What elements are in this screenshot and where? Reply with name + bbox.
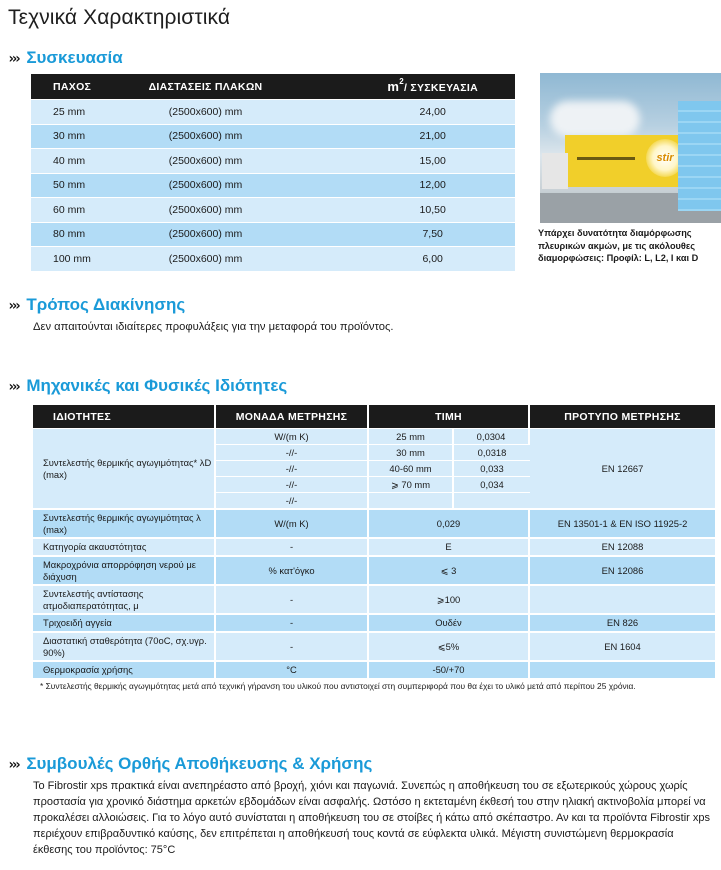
packaging-row [31, 246, 515, 271]
value-cell: 0,029 [369, 508, 530, 537]
dimensions-cell: (2500x600) mm [121, 148, 291, 173]
standard-cell: EN 13501-1 & EN ISO 11925-2 [530, 508, 715, 537]
standard-cell: EN 12086 [530, 555, 715, 584]
unit-cell: W/(m K) [216, 428, 369, 444]
col-standard: ΠΡΟΤΥΠΟ ΜΕΤΡΗΣΗΣ [530, 405, 715, 428]
handling-heading-text: Τρόπος Διακίνησης [26, 295, 186, 314]
properties-heading [8, 376, 287, 396]
value-cell: 0,034 [454, 476, 530, 492]
stir-logo: stir [646, 139, 684, 177]
unit-cell: - [216, 537, 369, 555]
property-row [33, 660, 715, 678]
packaging-heading-text: Συσκευασία [26, 48, 123, 67]
standard-cell: EN 826 [530, 613, 715, 631]
value-cell: Ουδέν [369, 613, 530, 631]
value-cell: ⩾100 [369, 584, 530, 613]
thickness-cell: 25 mm [369, 428, 454, 444]
value-cell: -50/+70 [369, 660, 530, 678]
unit-cell: - [216, 631, 369, 660]
standard-cell [530, 584, 715, 613]
value-cell: E [369, 537, 530, 555]
property-row [33, 613, 715, 631]
property-row [33, 508, 715, 537]
m2-per-pack-cell: 6,00 [290, 246, 515, 271]
col-thickness: ΠΑΧΟΣ [31, 74, 121, 99]
m2-per-pack-cell: 7,50 [290, 222, 515, 247]
m2-per-pack-cell: 21,00 [290, 124, 515, 149]
truck-photo [540, 73, 721, 223]
dimensions-cell: (2500x600) mm [121, 124, 291, 149]
dimensions-cell: (2500x600) mm [121, 99, 291, 124]
col-m2-per-pack [290, 74, 515, 99]
m2-per-pack-cell: 10,50 [290, 197, 515, 222]
property-cell: Μακροχρόνια απορρόφηση νερού με διάχυση [33, 555, 216, 584]
handling-heading [8, 295, 185, 315]
photo-caption: Υπάρχει δυνατότητα διαμόρφωσης πλευρικών ακμών, με τις ακόλουθες διαμορφώσεις: Προφίλ: L, L2, I και D [538, 228, 699, 263]
chevrons-icon: ››› [8, 757, 19, 773]
property-cell: Διαστατική σταθερότητα (70oC, σχ.υγρ. 90%) [33, 631, 216, 660]
col-value: ΤΙΜΗ [369, 405, 530, 428]
property-row [33, 555, 715, 584]
unit-cell: -//- [216, 444, 369, 460]
cloud-shape [550, 101, 640, 137]
unit-cell: % κατ'όγκο [216, 555, 369, 584]
property-cell: Συντελεστής θερμικής αγωγιμότητας λ (max) [33, 508, 216, 537]
m2-per-pack-cell: 15,00 [290, 148, 515, 173]
col-property: ΙΔΙΟΤΗΤΕΣ [33, 405, 216, 428]
packaging-table [31, 74, 515, 271]
property-row [33, 537, 715, 555]
thickness-cell: 30 mm [31, 124, 121, 149]
truck-text-stripe [577, 157, 635, 160]
packaging-row [31, 99, 515, 124]
value-cell: 0,0318 [454, 444, 530, 460]
thickness-cell: 100 mm [31, 246, 121, 271]
truck-cab [542, 153, 568, 189]
thickness-cell: 30 mm [369, 444, 454, 460]
standard-cell: EN 12667 [530, 428, 715, 508]
chevrons-icon: ››› [8, 51, 19, 67]
packaging-table-header [31, 74, 515, 99]
thickness-cell: 50 mm [31, 173, 121, 198]
value-cell: ⩽ 3 [369, 555, 530, 584]
property-cell: Συντελεστής αντίστασης ατμοδιαπερατότητας, μ [33, 584, 216, 613]
dimensions-cell: (2500x600) mm [121, 222, 291, 247]
packaging-heading [8, 48, 123, 68]
unit-cell: °C [216, 660, 369, 678]
value-cell: 0,0304 [454, 428, 530, 444]
property-cell: Κατηγορία ακαυστότητας [33, 537, 216, 555]
m2-per-pack-cell: 24,00 [290, 99, 515, 124]
unit-cell: -//- [216, 476, 369, 492]
thickness-cell: 40-60 mm [369, 460, 454, 476]
standard-cell [530, 660, 715, 678]
chevrons-icon: ››› [8, 298, 19, 314]
value-cell: 0,033 [454, 460, 530, 476]
thickness-cell: 80 mm [31, 222, 121, 247]
footnote: * Συντελεστής θερμικής αγωγιμότητας μετά από τεχνική γήρανση του υλικού που αντιστοιχεί στη συμπεριφορά που θα έχει το υλικό μετά από περίπου 25 χρόνια. [40, 681, 636, 691]
packaging-row [31, 197, 515, 222]
property-row [33, 584, 715, 613]
packaging-row [31, 148, 515, 173]
thickness-cell [369, 492, 454, 508]
packaging-row [31, 222, 515, 247]
property-cell: Τριχοειδή αγγεία [33, 613, 216, 631]
thickness-cell: 40 mm [31, 148, 121, 173]
properties-table-header [33, 405, 715, 428]
unit-cell: - [216, 584, 369, 613]
unit-cell: -//- [216, 492, 369, 508]
property-cell: Θερμοκρασία χρήσης [33, 660, 216, 678]
dimensions-cell: (2500x600) mm [121, 173, 291, 198]
col-dimensions: ΔΙΑΣΤΑΣΕΙΣ ΠΛΑΚΩΝ [121, 74, 291, 99]
value-cell [454, 492, 530, 508]
m2-per-pack-cell: 12,00 [290, 173, 515, 198]
thickness-cell: 25 mm [31, 99, 121, 124]
unit-cell: - [216, 613, 369, 631]
chevrons-icon: ››› [8, 379, 19, 395]
dimensions-cell: (2500x600) mm [121, 197, 291, 222]
m2-unit: m [387, 79, 400, 94]
handling-text: Δεν απαιτούνται ιδιαίτερες προφυλάξεις για την μεταφορά του προϊόντος. [33, 321, 394, 333]
standard-cell: EN 1604 [530, 631, 715, 660]
properties-table [33, 405, 715, 678]
insulation-board-stack [678, 101, 721, 211]
packaging-row [31, 124, 515, 149]
col-unit: ΜΟΝΑΔΑ ΜΕΤΡΗΣΗΣ [216, 405, 369, 428]
page-title: Τεχνικά Χαρακτηριστικά [8, 6, 231, 29]
dimensions-cell: (2500x600) mm [121, 246, 291, 271]
packaging-row [31, 173, 515, 198]
m2-superscript: 2 [399, 77, 404, 86]
thickness-cell: 60 mm [31, 197, 121, 222]
value-cell: ⩽5% [369, 631, 530, 660]
storage-heading-text: Συμβουλές Ορθής Αποθήκευσης & Χρήσης [26, 754, 373, 773]
unit-cell: -//- [216, 460, 369, 476]
properties-heading-text: Μηχανικές και Φυσικές Ιδιότητες [26, 376, 288, 395]
thermal-sub-row [33, 428, 715, 444]
storage-text: Το Fibrostir xps πρακτικά είναι ανεπηρέαστο από βροχή, χιόνι και παγωνιά. Συνεπώς η αποθήκευση του σε εξωτερικούς χώρους χωρίς προστασία για χρονικό διάστημα αρκετών εβδομάδων είναι ασφαλής. Ωστόσο η εκτεταμένη έκθεσή του στην ηλιακή ακτινοβολία μπορεί να προκαλέσει αλλοιώσεις. Για το λόγο αυτό συνίσταται η αποθήκευση του σε στοίβες ή κάτω από σκέπαστρο. Αν και τα προϊόντα Fibrostir xps περιέχουν επιβραδυντικό καύσης, δεν επιτρέπεται η αποθήκευσή τους κοντά σε εύφλεκτα υλικά. Μέγιστη συνιστώμενη θερμοκρασία έκθεσης του προϊόντος: 75°C [33, 780, 711, 856]
standard-cell: EN 12088 [530, 537, 715, 555]
property-cell: Συντελεστής θερμικής αγωγιμότητας* λD (max) [33, 428, 216, 508]
unit-cell: W/(m K) [216, 508, 369, 537]
thickness-cell: ⩾ 70 mm [369, 476, 454, 492]
storage-heading [8, 754, 372, 774]
per-pack-label: / ΣΥΣΚΕΥΑΣΙΑ [403, 82, 479, 94]
property-row [33, 631, 715, 660]
